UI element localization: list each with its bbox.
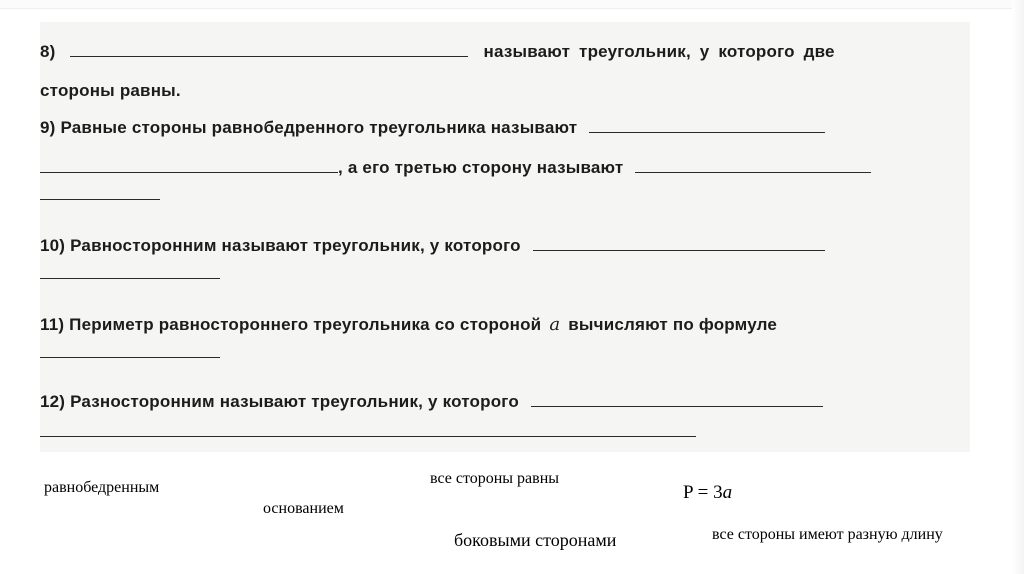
question-8-continuation: стороны равны. [40,81,181,100]
question-10-line-2 [40,277,220,279]
answer-all-sides-different[interactable]: все стороны имеют разную длину [712,526,943,543]
formula-variable: a [722,482,733,503]
question-12-text: 12) Разносторонним называют треугольник, у которого [40,392,519,411]
answer-base[interactable]: основанием [263,500,344,517]
question-10-text: 10) Равносторонним называют треугольник, у которого [40,236,521,255]
question-9-line-3 [40,198,160,200]
question-11-variable: a [549,314,561,335]
question-9-text-2: , а его третью сторону называют [338,158,624,177]
question-12-blank-1[interactable] [531,405,823,407]
question-8-blank[interactable] [70,55,468,57]
slide-right-edge [1012,0,1024,574]
question-8-text: называют треугольник, у которого две [483,42,835,61]
formula-prefix: P = 3 [683,482,723,503]
worksheet-scan [40,22,970,452]
question-9-blank-1[interactable] [589,131,825,133]
question-11-text: 11) Периметр равностороннего треугольника со стороной [40,315,542,334]
question-10-line-1 [40,236,825,256]
question-10-blank-1[interactable] [533,249,825,251]
question-11-text-2: вычисляют по формуле [568,315,778,334]
question-9-text: 9) Равные стороны равнобедренного треугольника называют [40,118,578,137]
answer-all-sides-equal[interactable]: все стороны равны [430,470,560,487]
question-11-blank[interactable] [40,356,220,358]
question-8-number: 8) [40,42,56,61]
question-10-blank-2[interactable] [40,277,220,279]
question-12-blank-2[interactable] [40,435,696,437]
question-12-line-2 [40,435,696,437]
question-9-line-1 [40,118,825,138]
question-9-line-2 [40,158,871,178]
answer-lateral-sides[interactable]: боковыми сторонами [454,530,617,550]
question-12-line-1 [40,392,823,412]
question-9-blank-4[interactable] [40,198,160,200]
question-9-blank-2[interactable] [40,171,338,173]
slide-top-edge [0,0,1024,9]
question-11-line-1 [40,314,777,335]
answer-perimeter-formula[interactable] [683,482,732,504]
question-9-blank-3[interactable] [635,171,871,173]
question-11-line-2 [40,356,220,358]
question-8-line-1 [40,42,835,62]
answer-isosceles[interactable]: равнобедренным [44,479,160,496]
question-8-line-2 [40,81,181,101]
